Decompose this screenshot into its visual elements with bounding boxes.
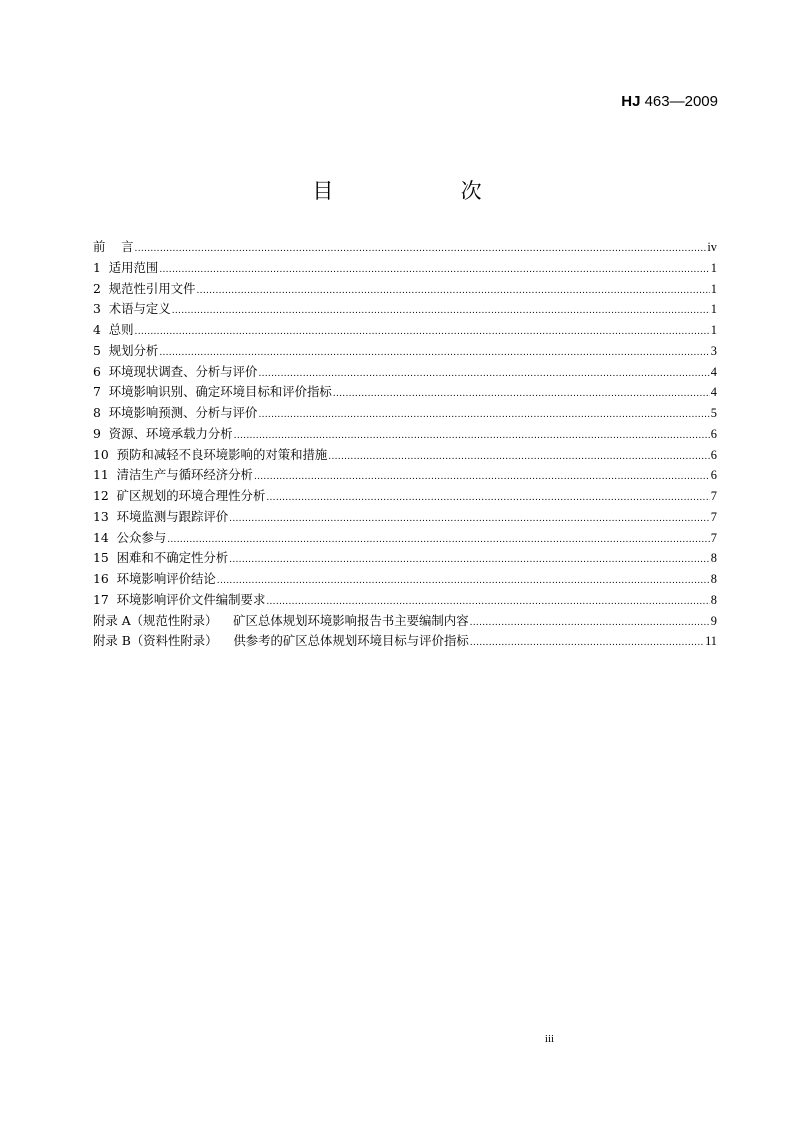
toc-entry-label: 2 规范性引用文件 bbox=[93, 280, 196, 296]
standard-code-prefix: HJ bbox=[621, 93, 641, 110]
toc-entry[interactable] bbox=[93, 258, 717, 279]
toc-leader-dots bbox=[167, 528, 710, 551]
toc-entry-page: 1 bbox=[710, 260, 717, 275]
toc-leader-dots bbox=[470, 631, 704, 654]
toc-entry[interactable] bbox=[93, 528, 717, 549]
toc-entry[interactable] bbox=[93, 569, 717, 590]
page-number-footer bbox=[0, 1033, 794, 1045]
toc-leader-dots bbox=[470, 611, 710, 634]
toc-leader-dots bbox=[229, 548, 710, 571]
toc-leader-dots bbox=[258, 403, 709, 426]
toc-entry[interactable] bbox=[93, 611, 717, 632]
toc-leader-dots bbox=[159, 341, 709, 364]
toc-entry-page: 4 bbox=[710, 364, 717, 379]
toc-entry-label: 5 规划分析 bbox=[93, 342, 159, 358]
toc-entry-label: 6 环境现状调查、分析与评价 bbox=[93, 363, 258, 379]
toc-leader-dots bbox=[159, 258, 709, 281]
toc-entry-page: 8 bbox=[710, 592, 717, 607]
toc-entry-page: 7 bbox=[710, 489, 717, 503]
toc-entry-label: 9 资源、环境承载力分析 bbox=[93, 425, 233, 441]
toc-entry[interactable] bbox=[93, 299, 717, 320]
toc-entry-label: 7 环境影响识别、确定环境目标和评价指标 bbox=[93, 384, 332, 400]
toc-leader-dots bbox=[234, 424, 710, 447]
toc-entry-label: 前 言 bbox=[93, 239, 134, 254]
toc-entry-page: 6 bbox=[710, 447, 717, 462]
toc-entry-label: 16 环境影响评价结论 bbox=[93, 571, 216, 586]
toc-entry-label: 4 总则 bbox=[93, 322, 134, 337]
toc-entry-page: 3 bbox=[710, 343, 717, 358]
toc-entry-page: iv bbox=[707, 240, 717, 254]
toc-entry[interactable] bbox=[93, 362, 717, 383]
toc-entry-page: 9 bbox=[710, 613, 717, 628]
toc-entry-label: 3 术语与定义 bbox=[93, 301, 171, 317]
standard-code-number: 463—2009 bbox=[640, 93, 718, 110]
toc-entry-label: 1 适用范围 bbox=[93, 259, 159, 275]
toc-entry-label: 17 环境影响评价文件编制要求 bbox=[93, 591, 266, 607]
toc-leader-dots bbox=[172, 299, 710, 322]
toc-entry-label: 8 环境影响预测、分析与评价 bbox=[93, 405, 258, 420]
toc-entry-page: 7 bbox=[710, 509, 717, 524]
page-title: 目 次 bbox=[312, 179, 520, 203]
toc-entry-label: 13 环境监测与跟踪评价 bbox=[93, 508, 229, 524]
toc-entry[interactable] bbox=[93, 403, 717, 424]
toc-entry-label: 15 困难和不确定性分析 bbox=[93, 550, 229, 566]
toc-leader-dots bbox=[328, 445, 710, 468]
toc-leader-dots bbox=[266, 590, 709, 613]
toc-entry-page: 7 bbox=[710, 530, 717, 545]
toc-entry[interactable] bbox=[93, 465, 717, 486]
toc-leader-dots bbox=[135, 320, 710, 343]
toc-entry-page: 1 bbox=[710, 281, 717, 296]
toc-entry[interactable] bbox=[93, 382, 717, 403]
toc-entry[interactable] bbox=[93, 631, 717, 652]
toc-leader-dots bbox=[135, 237, 707, 260]
table-of-contents bbox=[93, 237, 717, 652]
toc-leader-dots bbox=[258, 362, 709, 385]
toc-entry-page: 5 bbox=[710, 406, 717, 420]
toc-entry[interactable] bbox=[93, 320, 717, 341]
standard-code bbox=[621, 93, 718, 110]
toc-entry-label: 10 预防和减轻不良环境影响的对策和措施 bbox=[93, 446, 328, 462]
toc-entry[interactable] bbox=[93, 548, 717, 569]
toc-leader-dots bbox=[254, 465, 710, 488]
toc-entry-page: 1 bbox=[710, 302, 717, 317]
toc-leader-dots bbox=[197, 279, 710, 302]
toc-entry-page: 8 bbox=[710, 551, 717, 566]
toc-entry[interactable] bbox=[93, 486, 717, 507]
toc-leader-dots bbox=[217, 569, 710, 592]
toc-leader-dots bbox=[229, 507, 710, 530]
toc-entry[interactable] bbox=[93, 279, 717, 300]
toc-entry-label: 附录 A（规范性附录） 矿区总体规划环境影响报告书主要编制内容 bbox=[93, 612, 469, 628]
toc-entry-label: 附录 B（资料性附录） 供参考的矿区总体规划环境目标与评价指标 bbox=[93, 633, 469, 649]
toc-entry-label: 11 清洁生产与循环经济分析 bbox=[93, 467, 253, 483]
toc-entry-label: 14 公众参与 bbox=[93, 529, 167, 545]
toc-entry[interactable] bbox=[93, 507, 717, 528]
toc-entry-page: 6 bbox=[710, 426, 717, 441]
toc-entry-label: 12 矿区规划的环境合理性分析 bbox=[93, 488, 266, 503]
toc-leader-dots bbox=[266, 486, 709, 509]
toc-leader-dots bbox=[333, 382, 710, 405]
toc-entry[interactable] bbox=[93, 424, 717, 445]
toc-entry[interactable] bbox=[93, 590, 717, 611]
toc-entry[interactable] bbox=[93, 445, 717, 466]
toc-entry-page: 8 bbox=[710, 572, 717, 586]
toc-entry-page: 6 bbox=[710, 468, 717, 483]
toc-entry-page: 4 bbox=[710, 385, 717, 400]
toc-entry[interactable] bbox=[93, 237, 717, 258]
toc-entry[interactable] bbox=[93, 341, 717, 362]
toc-entry-page: 11 bbox=[705, 634, 717, 649]
toc-entry-page: 1 bbox=[710, 323, 717, 337]
page-number: iii bbox=[544, 1033, 555, 1045]
